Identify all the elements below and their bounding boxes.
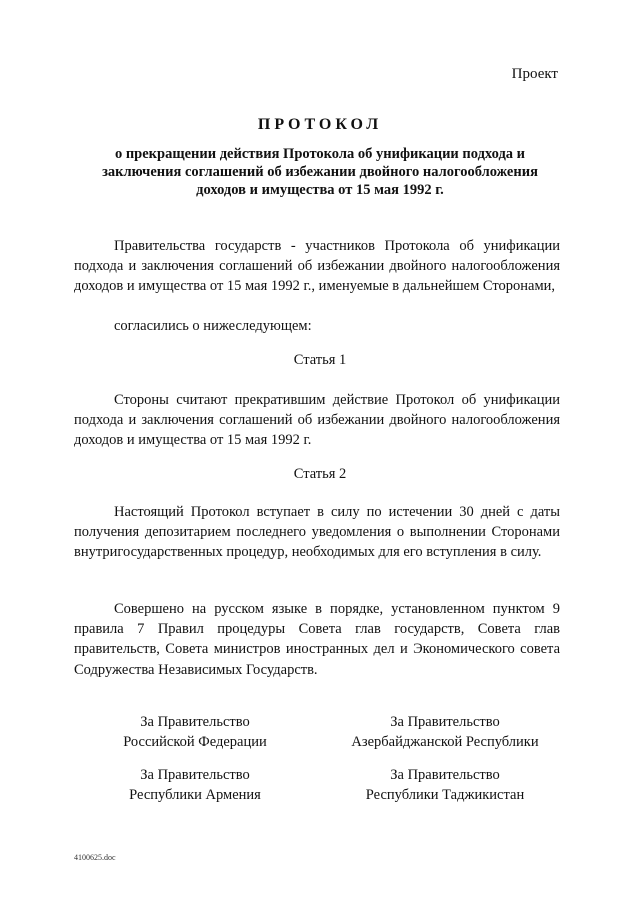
signature-block-armenia bbox=[70, 765, 320, 805]
signature-line1: За Правительство bbox=[140, 714, 250, 730]
signature-line1: За Правительство bbox=[390, 767, 500, 783]
signature-line2: Республики Таджикистан bbox=[365, 787, 525, 803]
signature-line1: За Правительство bbox=[140, 767, 250, 783]
signature-line1: За Правительство bbox=[390, 714, 500, 730]
signature-line2: Республики Армения bbox=[129, 787, 261, 803]
preamble-paragraph: Правительства государств - участников Протокола об унификации подхода и заключения соглашений об избежании двойного налогообложения доходов и имущества от 15 мая 1992 г., именуемые в дальнейшем Сторонами, bbox=[74, 238, 560, 295]
article-1-text: Стороны считают прекратившим действие Протокол об унификации подхода и заключения соглашений об избежании двойного налогообложения доходов и имущества от 15 мая 1992 г. bbox=[74, 392, 560, 449]
signature-line2: Азербайджанской Республики bbox=[351, 734, 539, 750]
file-name-footer: 4100625.doc bbox=[74, 853, 116, 862]
article-2-text: Настоящий Протокол вступает в силу по истечении 30 дней с даты получения депозитарием последнего уведомления о выполнении Сторонами внутригосударственных процедур, необходимых для его вступления в силу. bbox=[74, 504, 560, 561]
signature-block-russia bbox=[70, 712, 320, 752]
document-subtitle: о прекращении действия Протокола об унификации подхода и заключения соглашений об избежании двойного налогообложения доходов и имущества от 15 мая 1992 г. bbox=[102, 146, 538, 198]
signature-block-tajikistan bbox=[320, 765, 570, 805]
document-title: ПРОТОКОЛ bbox=[257, 116, 383, 133]
signature-line2: Российской Федерации bbox=[123, 734, 267, 750]
article-2-heading: Статья 2 bbox=[293, 466, 347, 482]
signature-block-azerbaijan bbox=[320, 712, 570, 752]
agreed-line: согласились о нижеследующем: bbox=[114, 318, 312, 334]
article-1-heading: Статья 1 bbox=[293, 352, 347, 368]
draft-label: Проект bbox=[511, 66, 558, 82]
closing-paragraph: Совершено на русском языке в порядке, установленном пунктом 9 правила 7 Правил процедуры Совета глав государств, Совета глав правительств, Совета министров иностранных дел и Экономического совета Содружества Независимых Государств. bbox=[74, 601, 560, 678]
